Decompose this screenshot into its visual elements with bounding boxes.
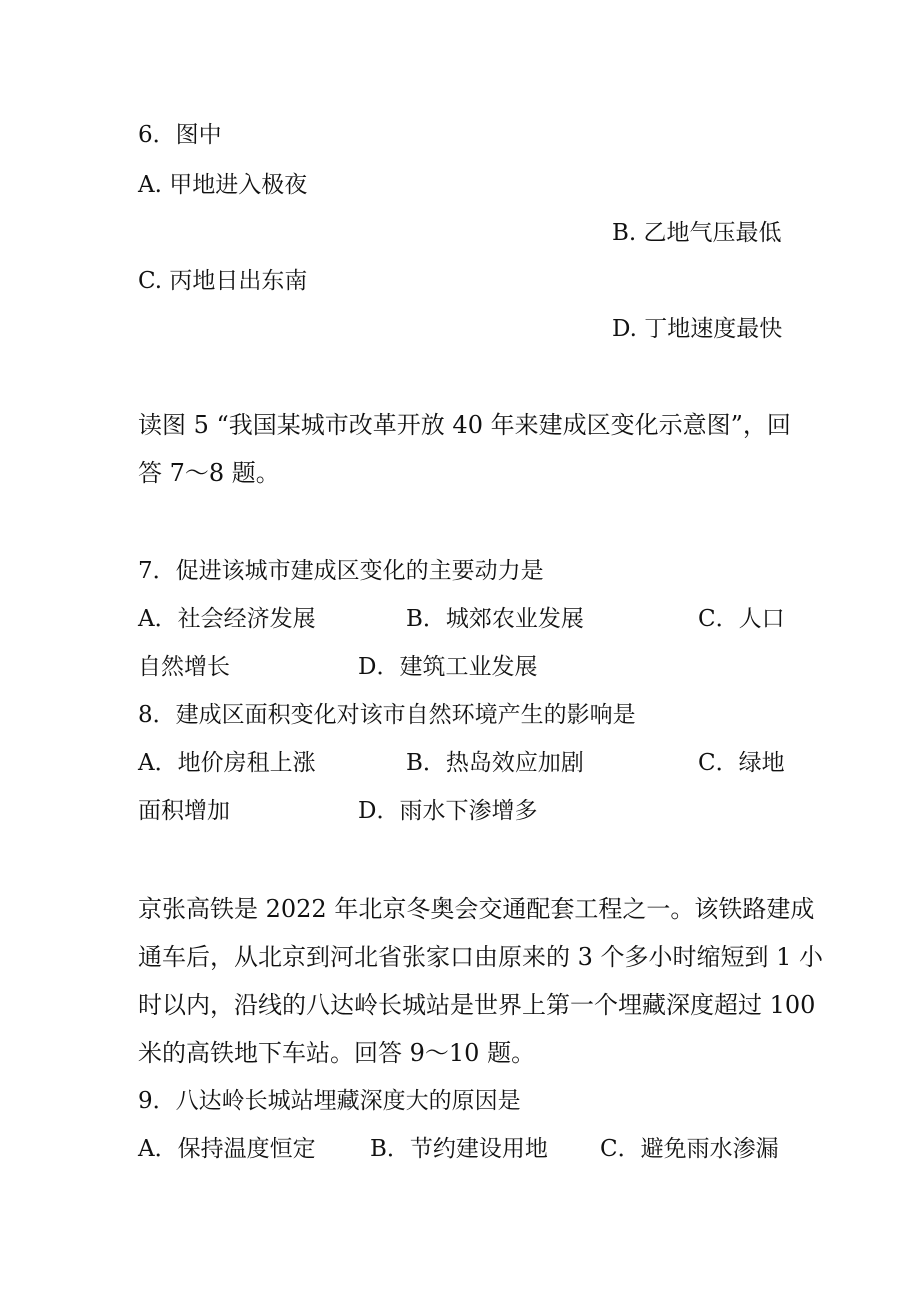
q8-stem: 8．建成区面积变化对该市自然环境产生的影响是	[138, 702, 636, 728]
q7-option-d: D．建筑工业发展	[358, 654, 538, 680]
q8-option-a: A．地价房租上涨	[138, 750, 316, 776]
intro-9-10-line-1: 京张高铁是 2022 年北京冬奥会交通配套工程之一。该铁路建成	[138, 895, 815, 923]
q8-option-d: D．雨水下渗增多	[358, 798, 538, 824]
q6-option-b: B. 乙地气压最低	[612, 220, 782, 246]
q8-option-c-cont: 面积增加	[138, 798, 230, 824]
q6-option-a: A. 甲地进入极夜	[138, 172, 308, 198]
q7-stem: 7．促进该城市建成区变化的主要动力是	[138, 558, 544, 584]
q9-stem: 9．八达岭长城站埋藏深度大的原因是	[138, 1088, 521, 1114]
q6-option-d: D. 丁地速度最快	[612, 316, 783, 342]
intro-9-10-line-3: 时以内，沿线的八达岭长城站是世界上第一个埋藏深度超过 100	[138, 991, 816, 1019]
q9-option-a: A．保持温度恒定	[138, 1136, 316, 1162]
q7-option-c-cont: 自然增长	[138, 654, 230, 680]
intro-9-10-line-4: 米的高铁地下车站。回答 9～10 题。	[138, 1039, 536, 1067]
q7-option-c: C．人口	[698, 606, 785, 632]
q6-option-c: C. 丙地日出东南	[138, 268, 308, 294]
q9-option-b: B．节约建设用地	[370, 1136, 548, 1162]
q6-stem: 6．图中	[138, 122, 222, 148]
q8-option-c: C．绿地	[698, 750, 785, 776]
q8-option-b: B．热岛效应加剧	[406, 750, 584, 776]
intro-7-8-line-1: 读图 5 “我国某城市改革开放 40 年来建成区变化示意图”，回	[138, 411, 791, 439]
q7-option-a: A．社会经济发展	[138, 606, 316, 632]
intro-7-8-line-2: 答 7～8 题。	[138, 459, 280, 487]
q7-option-b: B．城郊农业发展	[406, 606, 584, 632]
intro-9-10-line-2: 通车后，从北京到河北省张家口由原来的 3 个多小时缩短到 1 小	[138, 943, 824, 971]
q9-option-c: C．避免雨水渗漏	[600, 1136, 779, 1162]
